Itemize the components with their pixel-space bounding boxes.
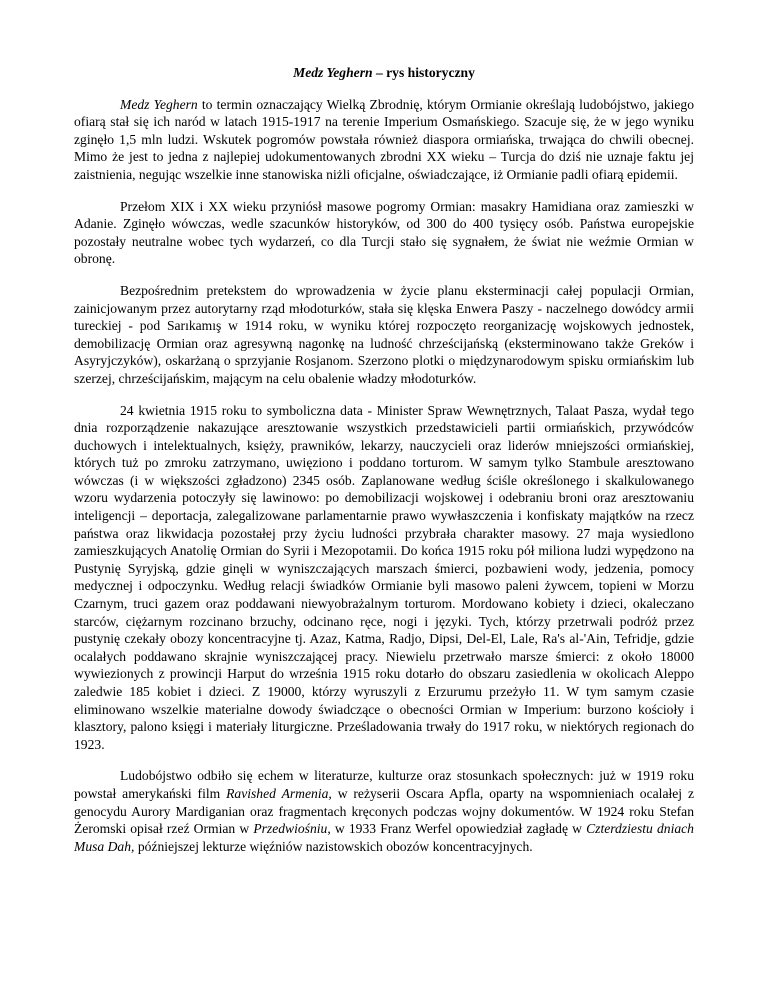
paragraph-5-part-a: Ludobójstwo odbiło się echem w literaturze, kulturze oraz stosunkach społecznych: już w 1919 roku powstał amerykański film [74,768,694,801]
paragraph-1 [74,96,694,184]
paragraph-1-italic-term: Medz Yeghern [120,96,198,112]
book-title-musa-dah: Czterdziestu dniach Musa Dah, [74,821,694,854]
title-rest: – rys historyczny [372,65,475,80]
paragraph-5-part-c: , w reżyserii Oscara Apfla, oparty na wspomnieniach ocalałej z genocydu Aurory Mardiganian oraz fragmentach kręconych podczas wojny dokumentów. W 1924 roku Stefan Żeromski opisał rzeź Ormian w [74,785,694,837]
document-page [74,64,694,869]
book-title-przedwiosnie: Przedwiośniu [253,821,328,837]
title-italic: Medz Yeghern [293,65,373,80]
paragraph-5-part-e: , w 1933 Franz Werfel opowiedział zagładę w [327,821,587,837]
paragraph-3: Bezpośrednim pretekstem do wprowadzenia w życie planu eksterminacji całej populacji Ormian, zainicjowanym przez autorytarny rząd młodoturków, stała się klęska Enwera Paszy - naczelnego dowódcy armii tureckiej - pod Sarıkamış w 1914 roku, w wyniku której rozpoczęto reorganizację wojskowych jednostek, demobilizację Ormian oraz agresywną nagonkę na ludność chrześcijańską (eksterminowano także Greków i Asyryjczyków), oskarżaną o sprzyjanie Rosjanom. Szerzono plotki o międzynarodowym spisku ormiańskim lub szerzej, chrześcijańskim, mającym na celu obalenie władzy młodoturków. [74,282,694,386]
paragraph-1-text: to termin oznaczający Wielką Zbrodnię, którym Ormianie określają ludobójstwo, jakiego ofiarą stał się ich naród w latach 1915-1917 na terenie Imperium Osmańskiego. Szacuje się, że w jego wyniku zginęło 1,5 mln ludzi. Wskutek pogromów powstała również diaspora ormiańska, trwająca do chwili obecnej. Mimo że jest to jedna z najlepiej udokumentowanych zbrodni XX wieku – Turcja do dziś nie uznaje faktu jej zaistnienia, negując wszelkie inne stanowiska niżli oficjalne, oświadczające, iż Ormianie padli ofiarą epidemii. [74,96,694,182]
document-title [74,64,694,82]
film-title: Ravished Armenia [226,785,329,801]
paragraph-5-part-g: późniejszej lekturze więźniów nazistowskich obozów koncentracyjnych. [134,838,533,854]
paragraph-4: 24 kwietnia 1915 roku to symboliczna data - Minister Spraw Wewnętrznych, Talaat Pasza, wydał tego dnia rozporządzenie nakazujące aresztowanie wszystkich przedstawicieli partii ormiańskich, przywódców duchowych i intelektualnych, księży, prawników, lekarzy, nauczycieli oraz liderów mniejszości ormiańskiej, których tuż po zmroku zatrzymano, uwięziono i poddano torturom. W samym tylko Stambule aresztowano wówczas (i w większości zgładzono) 2345 osób. Zaplanowane według ściśle określonego i skalkulowanego wzoru wydarzenia potoczyły się lawinowo: po demobilizacji wojskowej i odebraniu broni oraz aresztowaniu inteligencji – deportacja, zalegalizowane parlamentarnie prawo wywłaszczenia i konfiskaty majątków na rzecz państwa oraz likwidacja pozostałej przy życiu ludności przybrała charakter masowy. 27 maja wysiedlono zamieszkujących Anatolię Ormian do Syrii i Mezopotamii. Do końca 1915 roku pół miliona ludzi wypędzono na Pustynię Syryjską, gdzie ginęli w wyniszczających marszach śmierci, pozbawieni wody, jedzenia, pomocy medycznej i odpoczynku. Według relacji świadków Ormianie byli masowo paleni żywcem, topieni w Morzu Czarnym, truci gazem oraz poddawani niewyobrażalnym torturom. Mordowano kobiety i dzieci, okaleczano starców, ciężarnym rozcinano brzuchy, odcinano ręce, nogi i języki. Tych, którzy przetrwali podróż przez pustynię czekały obozy koncentracyjne tj. Azaz, Katma, Radjo, Dipsi, Del-El, Lale, Ra's al-'Ain, Tefridje, gdzie ocalałych poddawano skrajnie wyniszczającej pracy. Niewielu przetrwało marsze śmierci: z około 18000 wywiezionych z prowincji Harput do września 1915 roku dotarło do obszaru zasiedlenia w okolicach Aleppo zaledwie 185 kobiet i dzieci. Z 19000, którzy wyruszyli z Erzurumu przeżyło 11. W tym samym czasie eliminowano wszelkie materialne dowody świadczące o obecności Ormian w Imperium: burzono kościoły i klasztory, palono księgi i materiały liturgiczne. Prześladowania trwały do 1917 roku, w niektórych regionach do 1923. [74,402,694,752]
paragraph-5 [74,767,694,855]
paragraph-2: Przełom XIX i XX wieku przyniósł masowe pogromy Ormian: masakry Hamidiana oraz zamieszki w Adanie. Zginęło wówczas, wedle szacunków historyków, od 300 do 400 tysięcy osób. Państwa europejskie pozostały neutralne wobec tych wydarzeń, co dla Turcji stało się sygnałem, że świat nie weźmie Ormian w obronę. [74,198,694,267]
